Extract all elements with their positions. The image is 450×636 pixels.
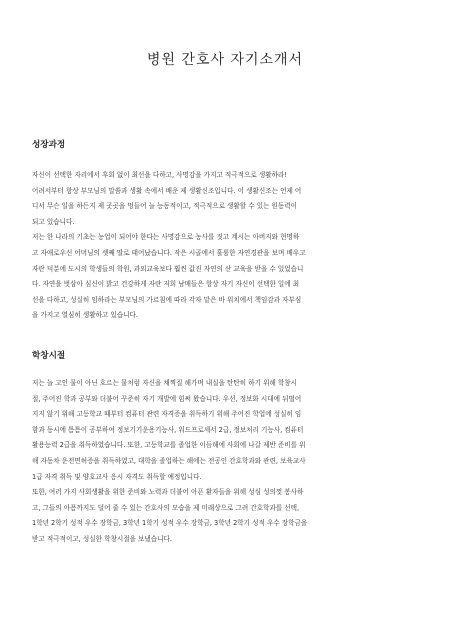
body-line: 1학년 2학기 성적 우수 장학금, 3학년 1학기 성적 우수 장학금, 3학년 2학기 성적 우수 장학금을 [32, 519, 308, 528]
body-line: 절, 주어진 학과 공부와 더불어 꾸준히 자기 개발에 힘써 왔습니다. 우선, 정보화 시대에 뒤떨어 [32, 394, 302, 403]
body-line: 지지 않기 위해 고등학교 때부터 컴퓨터 관련 자격증을 취득하기 위해 주어진 학업에 성실히 임 [32, 410, 302, 419]
section-heading-growth: 성장과정 [32, 140, 66, 150]
body-line: 고, 그들의 아픔까지도 덜어 줄 수 있는 간호사의 모습을 제 미래상으로 그려 간호학과를 선택, [32, 503, 300, 512]
body-line: 함과 동시에 틈틈이 공부하여 정보기기운용기능사, 워드프로세서 2급, 정보처리 기능사, 컴퓨터 [32, 425, 304, 434]
body-line: 저는 한 나라의 기초는 농업이 되어야 한다는 사명감으로 농사를 짓고 계시는 아버지와 현명하 [32, 233, 300, 242]
body-line: 을 가지고 열심히 생활하고 있습니다. [32, 311, 139, 320]
body-line: 받고 적극적이고, 성실한 학창시절을 보냈습니다. [32, 534, 172, 543]
body-line: 1급 자격 취득 및 양호교사 응시 자격도 취득할 예정입니다. [32, 472, 202, 481]
body-line: 자신이 선택한 자리에서 후회 없이 최선을 다하고, 사명감을 가지고 적극적으로 생활하라! [32, 171, 288, 179]
body-line: 활용능력 2급을 취득하였습니다. 또한, 고등학교를 졸업한 이듬해에 사회에 나갈 제반 준비를 위 [32, 441, 306, 450]
body-line: 해 자동차 운전면허증을 취득하였고, 대학을 졸업하는 해에는 전공인 간호학과와 관련, 보육교사 [32, 456, 306, 465]
body-line: 어려서부터 항상 부모님의 말씀과 생활 속에서 배운 제 생활신조입니다. 이 생활신조는 언제 어 [32, 186, 302, 195]
section-heading-school-days: 학창시절 [32, 351, 66, 361]
body-line: 선을 다하고, 성실히 임하라는 부모님의 가르침에 따라 각자 맡은 바 위치에서 책임감과 자부심 [32, 295, 302, 304]
document-title: 병원 간호사 자기소개서 [146, 52, 304, 68]
body-line: 고 자애로우신 어머님의 셋째 딸로 태어났습니다. 작은 시골에서 훌륭한 자연경관을 보며 배우고 [32, 248, 306, 257]
body-line: 또한, 여러 가지 사회생활을 위한 준비와 노력과 더불어 아픈 환자들을 위해 성심 성의껏 봉사하 [32, 488, 304, 497]
section-body-school-days [32, 376, 420, 548]
section-body-growth [32, 168, 420, 324]
body-line: 디서 무슨 일을 하든지 제 곳곳을 멍들어 늘 능동적이고, 적극적으로 생활할 수 있는 원동력이 [32, 202, 298, 211]
body-line: 저는 늘 고인 물이 아닌 흐르는 물처럼 자신을 채찍질 해가며 내실을 탄탄히 하기 위해 학창시 [32, 379, 298, 387]
body-line: 다. 자연을 벗삼아 심신이 밝고 건강하게 자란 저희 남매들은 항상 자기 자신이 선택한 일에 최 [32, 280, 300, 289]
body-line: 되고 있습니다. [32, 217, 75, 226]
body-line: 자란 덕분에 도시의 학생들의 학원, 과외교육보다 훨씬 값진 자연의 산 교육을 받을 수 있었습니 [32, 264, 304, 273]
